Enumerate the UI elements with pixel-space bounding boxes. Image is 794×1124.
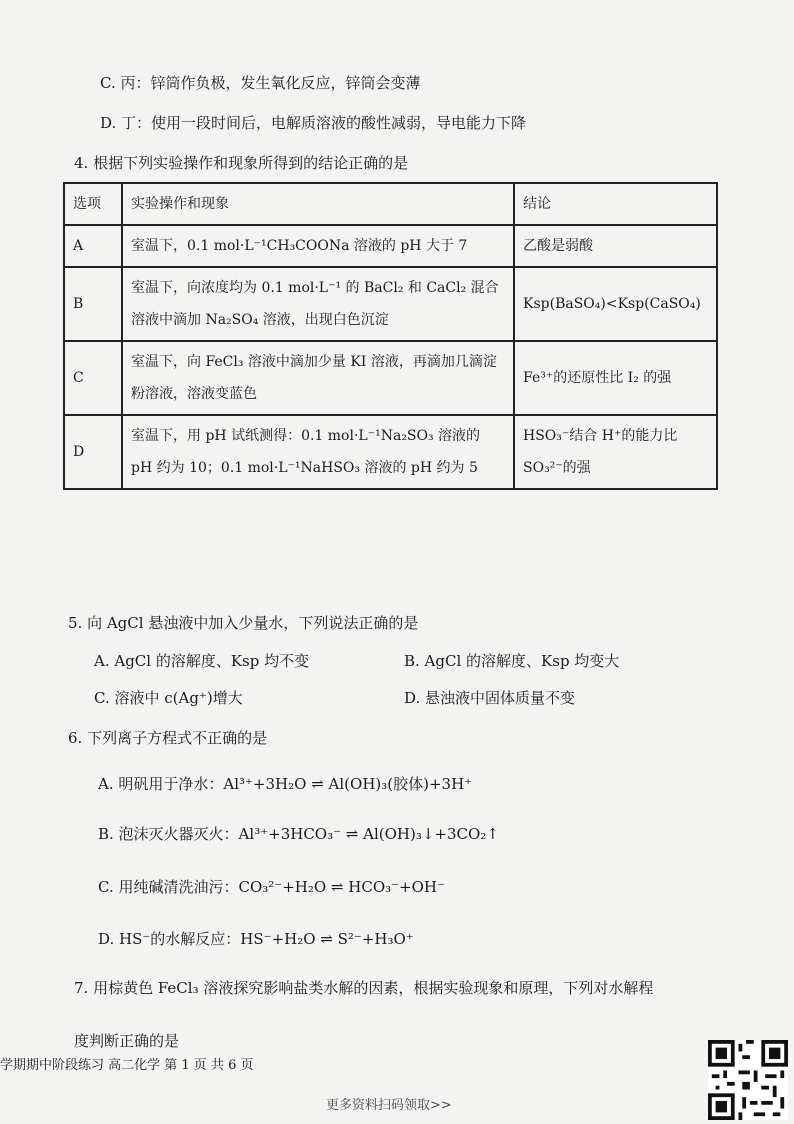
row-option: D: [64, 415, 122, 489]
option-d-line: D. 丁：使用一段时间后，电解质溶液的酸性减弱，导电能力下降: [100, 114, 527, 132]
row-option: B: [64, 267, 122, 341]
q6-option-c: C. 用纯碱清洗油污：CO₃²⁻+H₂O ⇌ HCO₃⁻+OH⁻: [98, 878, 445, 896]
row-operation: 室温下，向浓度均为 0.1 mol·L⁻¹ 的 BaCl₂ 和 CaCl₂ 混合溶液中滴加 Na₂SO₄ 溶液，出现白色沉淀: [122, 267, 514, 341]
question-5-stem: 5. 向 AgCl 悬浊液中加入少量水，下列说法正确的是: [68, 614, 419, 632]
question-7-stem: 7. 用棕黄色 FeCl₃ 溶液探究影响盐类水解的因素，根据实验现象和原理，下列对水解程: [74, 979, 654, 997]
table-row: [64, 225, 717, 267]
promo-link[interactable]: 更多资料扫码领取>>: [326, 1098, 452, 1113]
table-row: [64, 267, 717, 341]
row-conclusion: Fe³⁺的还原性比 I₂ 的强: [514, 341, 717, 415]
q5-option-a: A. AgCl 的溶解度、Ksp 均不变: [94, 652, 310, 670]
row-conclusion: 乙酸是弱酸: [514, 225, 717, 267]
q5-option-c: C. 溶液中 c(Ag⁺)增大: [94, 689, 243, 707]
q5-option-d: D. 悬浊液中固体质量不变: [404, 689, 576, 707]
page-footer-info: 学期期中阶段练习 高二化学 第 1 页 共 6 页: [0, 1058, 254, 1073]
table-header-row: [64, 183, 717, 225]
option-c-line: C. 丙：锌筒作负极，发生氧化反应，锌筒会变薄: [100, 74, 421, 92]
row-conclusion: Ksp(BaSO₄)<Ksp(CaSO₄): [514, 267, 717, 341]
q6-option-b: B. 泡沫灭火器灭火：Al³⁺+3HCO₃⁻ ⇌ Al(OH)₃↓+3CO₂↑: [98, 825, 499, 843]
row-option: C: [64, 341, 122, 415]
row-operation: 室温下，向 FeCl₃ 溶液中滴加少量 KI 溶液，再滴加几滴淀粉溶液，溶液变蓝色: [122, 341, 514, 415]
row-operation: 室温下，0.1 mol·L⁻¹CH₃COONa 溶液的 pH 大于 7: [122, 225, 514, 267]
q5-option-b: B. AgCl 的溶解度、Ksp 均变大: [404, 652, 620, 670]
row-operation: 室温下，用 pH 试纸测得：0.1 mol·L⁻¹Na₂SO₃ 溶液的 pH 约为 10；0.1 mol·L⁻¹NaHSO₃ 溶液的 pH 约为 5: [122, 415, 514, 489]
row-conclusion: HSO₃⁻结合 H⁺的能力比 SO₃²⁻的强: [514, 415, 717, 489]
q6-option-a: A. 明矾用于净水：Al³⁺+3H₂O ⇌ Al(OH)₃(胶体)+3H⁺: [98, 775, 473, 793]
question-4-stem: 4. 根据下列实验操作和现象所得到的结论正确的是: [74, 154, 409, 172]
qr-code-icon: [708, 1040, 788, 1120]
header-operation: 实验操作和现象: [122, 183, 514, 225]
table-row: [64, 415, 717, 489]
question-7-continuation: 度判断正确的是: [74, 1032, 180, 1050]
header-conclusion: 结论: [514, 183, 717, 225]
table-row: [64, 341, 717, 415]
question-4-table: [63, 182, 718, 490]
question-6-stem: 6. 下列离子方程式不正确的是: [68, 729, 268, 747]
q6-option-d: D. HS⁻的水解反应：HS⁻+H₂O ⇌ S²⁻+H₃O⁺: [98, 930, 414, 948]
header-option: 选项: [64, 183, 122, 225]
row-option: A: [64, 225, 122, 267]
